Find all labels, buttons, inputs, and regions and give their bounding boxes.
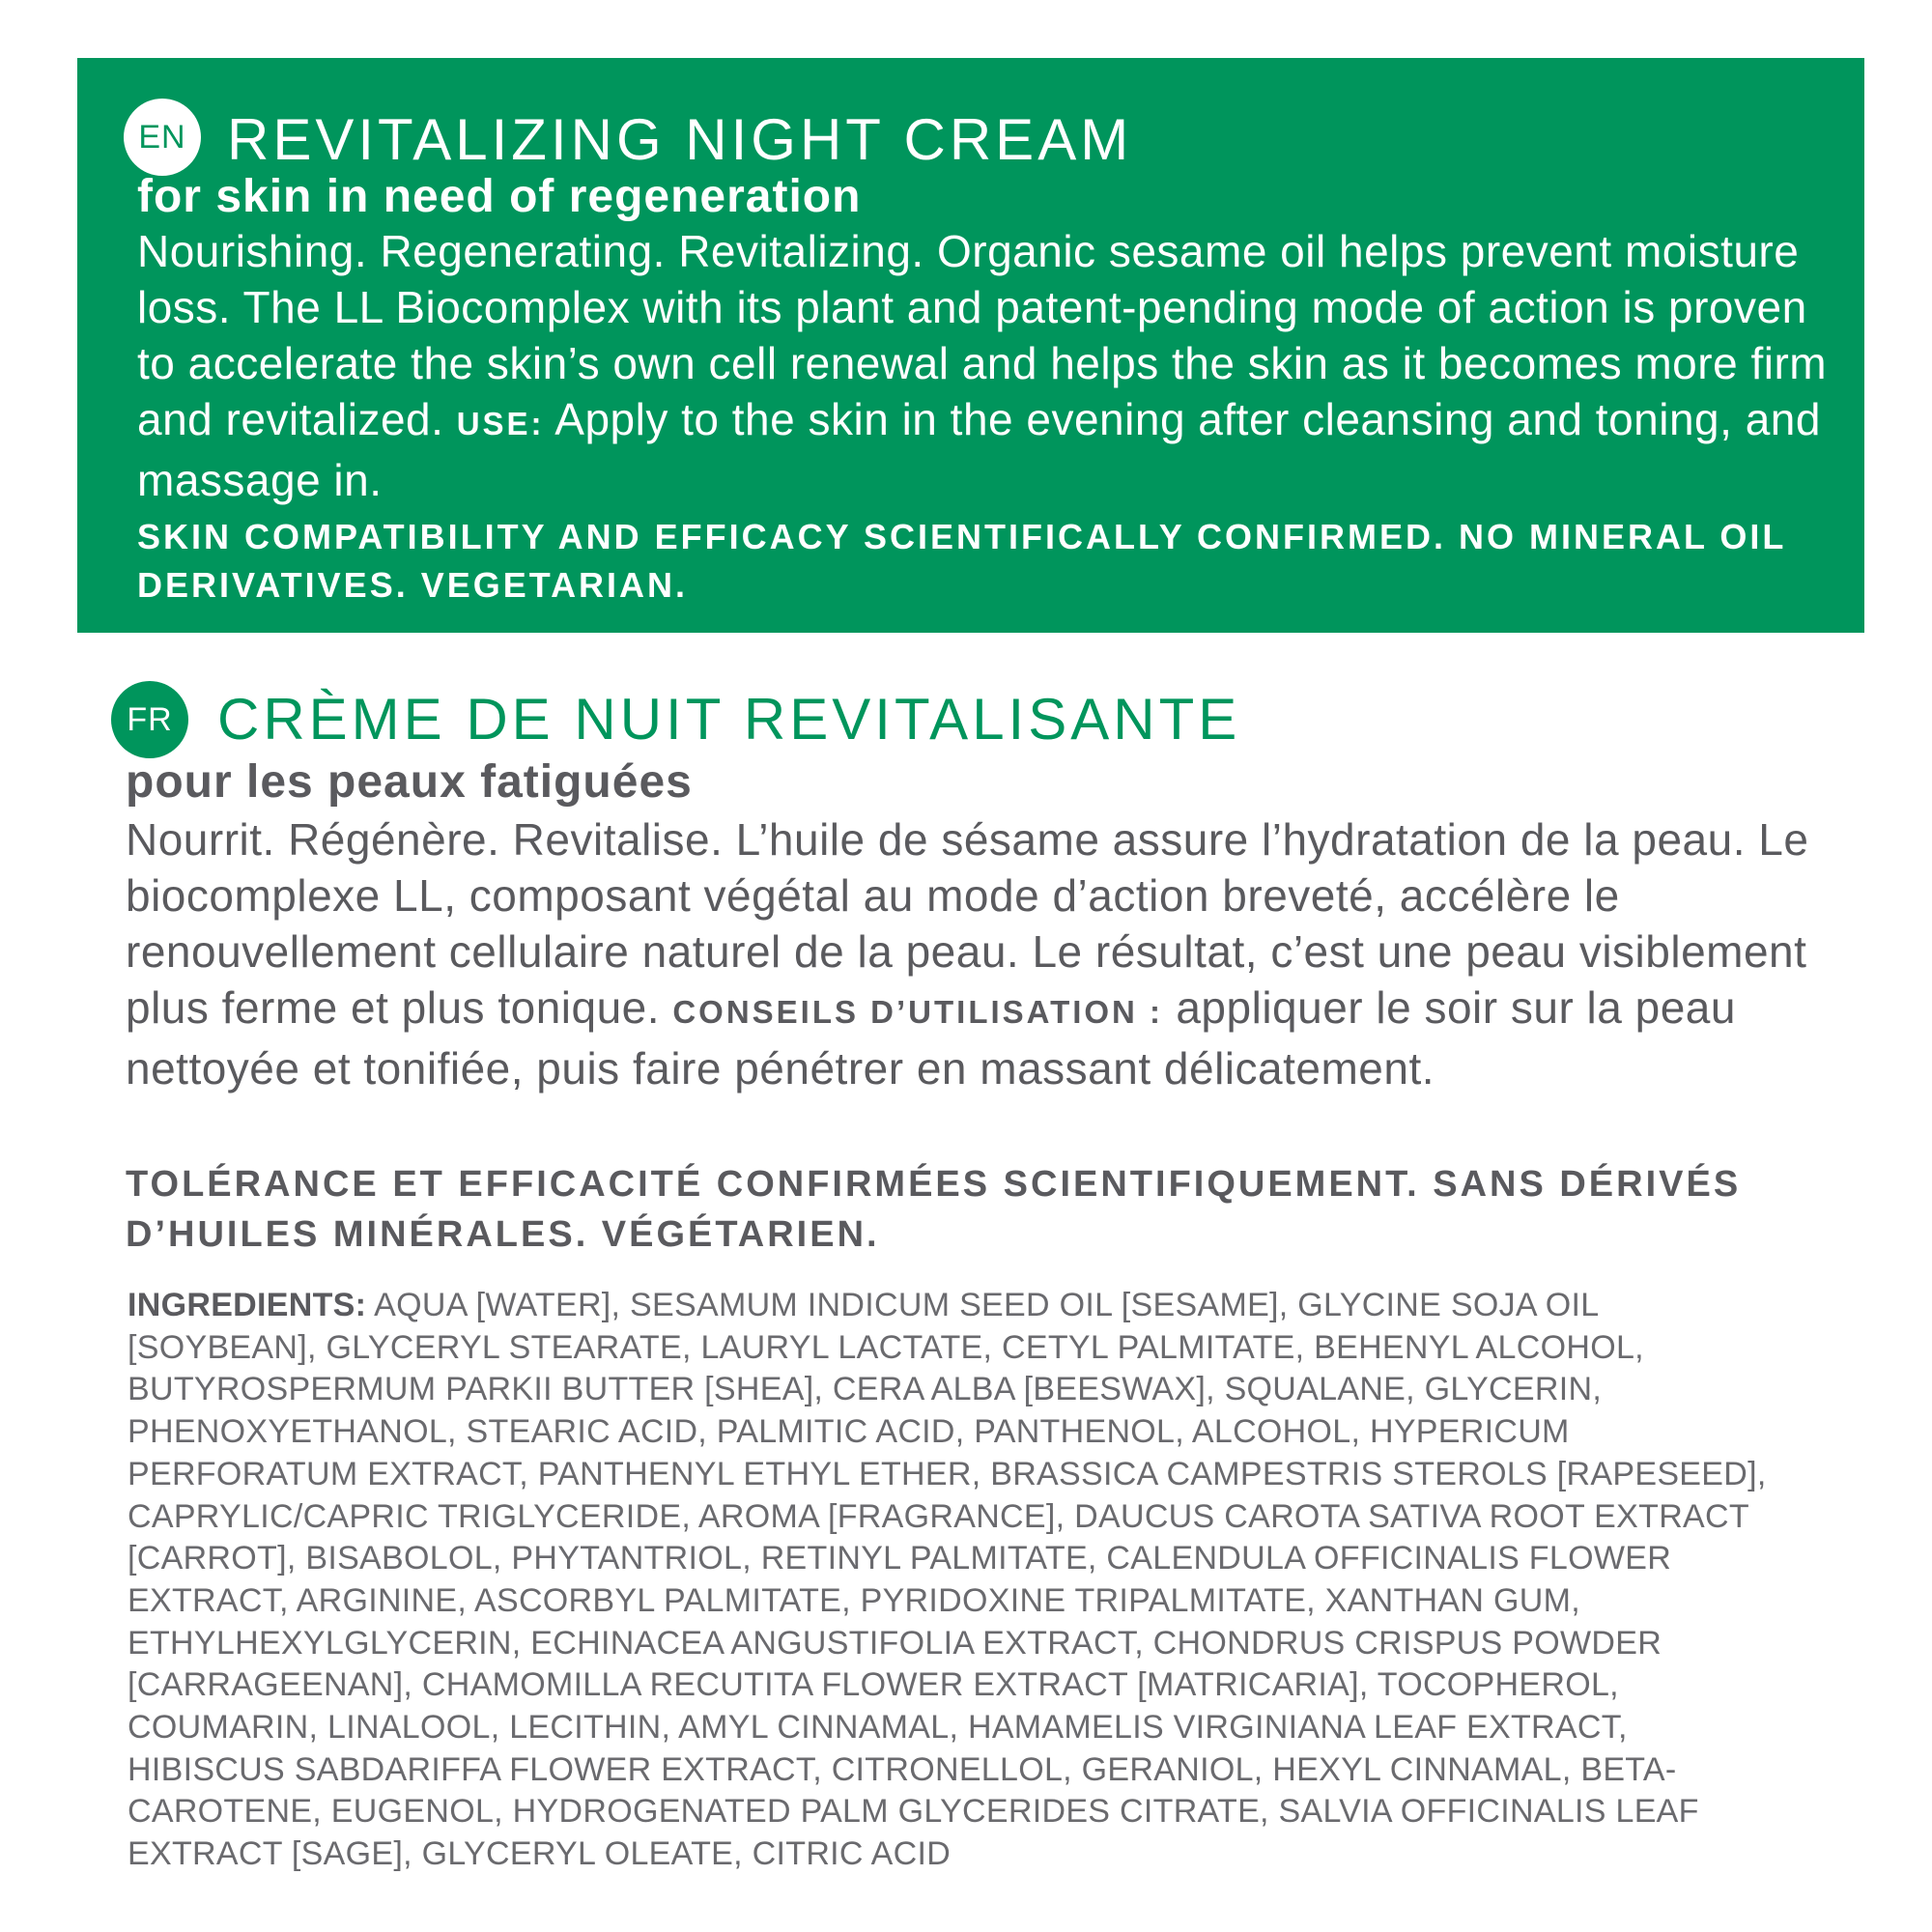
ingredients-list [128, 1285, 1770, 1876]
fr-subtitle: pour les peaux fatiguées [126, 756, 693, 808]
en-use-label: USE: [456, 406, 545, 441]
fr-use-text: appliquer le soir sur la peau nettoyée et tonifiée, puis faire pénétrer en massant délicatement. [126, 982, 1736, 1094]
fr-claims: TOLÉRANCE ET EFFICACITÉ CONFIRMÉES SCIENTIFIQUEMENT. SANS DÉRIVÉS D’HUILES MINÉRALES. VÉGÉTARIEN. [126, 1164, 1742, 1255]
ingredients-label: INGREDIENTS: [128, 1287, 367, 1323]
ingredients-text: AQUA [WATER], SESAMUM INDICUM SEED OIL [SESAME], GLYCINE SOJA OIL [SOYBEAN], GLYCERYL STEARATE, LAURYL LACTATE, CETYL PALMITATE, BEHENYL ALCOHOL, BUTYROSPERMUM PARKII BUTTER [SHEA], CERA ALBA [BEESWAX], SQUALANE, GLYCERIN, PHENOXYETHANOL, STEARIC ACID, PALMITIC ACID, PANTHENOL, ALCOHOL, HYPERICUM PERFORATUM EXTRACT, PANTHENYL ETHYL ETHER, BRASSICA CAMPESTRIS STEROLS [RAPESEED], CAPRYLIC/CAPRIC TRIGLYCERIDE, AROMA [FRAGRANCE], DAUCUS CAROTA SATIVA ROOT EXTRACT [CARROT], BISABOLOL, PHYTANTRIOL, RETINYL PALMITATE, CALENDULA OFFICINALIS FLOWER EXTRACT, ARGININE, ASCORBYL PALMITATE, PYRIDOXINE TRIPALMITATE, XANTHAN GUM, ETHYLHEXYLGLYCERIN, ECHINACEA ANGUSTIFOLIA EXTRACT, CHONDRUS CRISPUS POWDER [CARRAGEENAN], CHAMOMILLA RECUTITA FLOWER EXTRACT [MATRICARIA], TOCOPHEROL, COUMARIN, LINALOOL, LECITHIN, AMYL CINNAMAL, HAMAMELIS VIRGINIANA LEAF EXTRACT, HIBISCUS SABDARIFFA FLOWER EXTRACT, CITRONELLOL, GERANIOL, HEXYL CINNAMAL, BETA-CAROTENE, EUGENOL, HYDROGENATED PALM GLYCERIDES CITRATE, SALVIA OFFICINALIS LEAF EXTRACT [SAGE], GLYCERYL OLEATE, CITRIC ACID [128, 1287, 1767, 1873]
fr-use-label: CONSEILS D’UTILISATION : [672, 994, 1164, 1030]
fr-product-title: CRÈME DE NUIT REVITALISANTE [217, 687, 1241, 752]
en-subtitle: for skin in need of regeneration [137, 171, 862, 222]
fr-description: Nourrit. Régénère. Revitalise. L’huile de sésame assure l’hydratation de la peau. Le biocomplexe LL, composant végétal au mode d’action breveté, accélère le renouvellement cellulaire naturel de la peau. Le résultat, c’est une peau visiblement plus ferme et plus tonique. [126, 814, 1809, 1033]
en-product-title: REVITALIZING NIGHT CREAM [227, 107, 1133, 172]
en-use-text: Apply to the skin in the evening after cleansing and toning, and massage in. [137, 394, 1821, 505]
en-language-badge: EN [124, 99, 201, 176]
fr-description-block [126, 811, 1864, 1096]
en-description: Nourishing. Regenerating. Revitalizing. Organic sesame oil helps prevent moisture loss. The LL Biocomplex with its plant and patent-pending mode of action is proven to accelerate the skin’s own cell renewal and helps the skin as it becomes more firm and revitalized. [137, 226, 1828, 444]
fr-language-badge: FR [111, 681, 188, 758]
en-claims: SKIN COMPATIBILITY AND EFFICACY SCIENTIFICALLY CONFIRMED. NO MINERAL OIL DERIVATIVES. VEGETARIAN. [137, 517, 1786, 605]
